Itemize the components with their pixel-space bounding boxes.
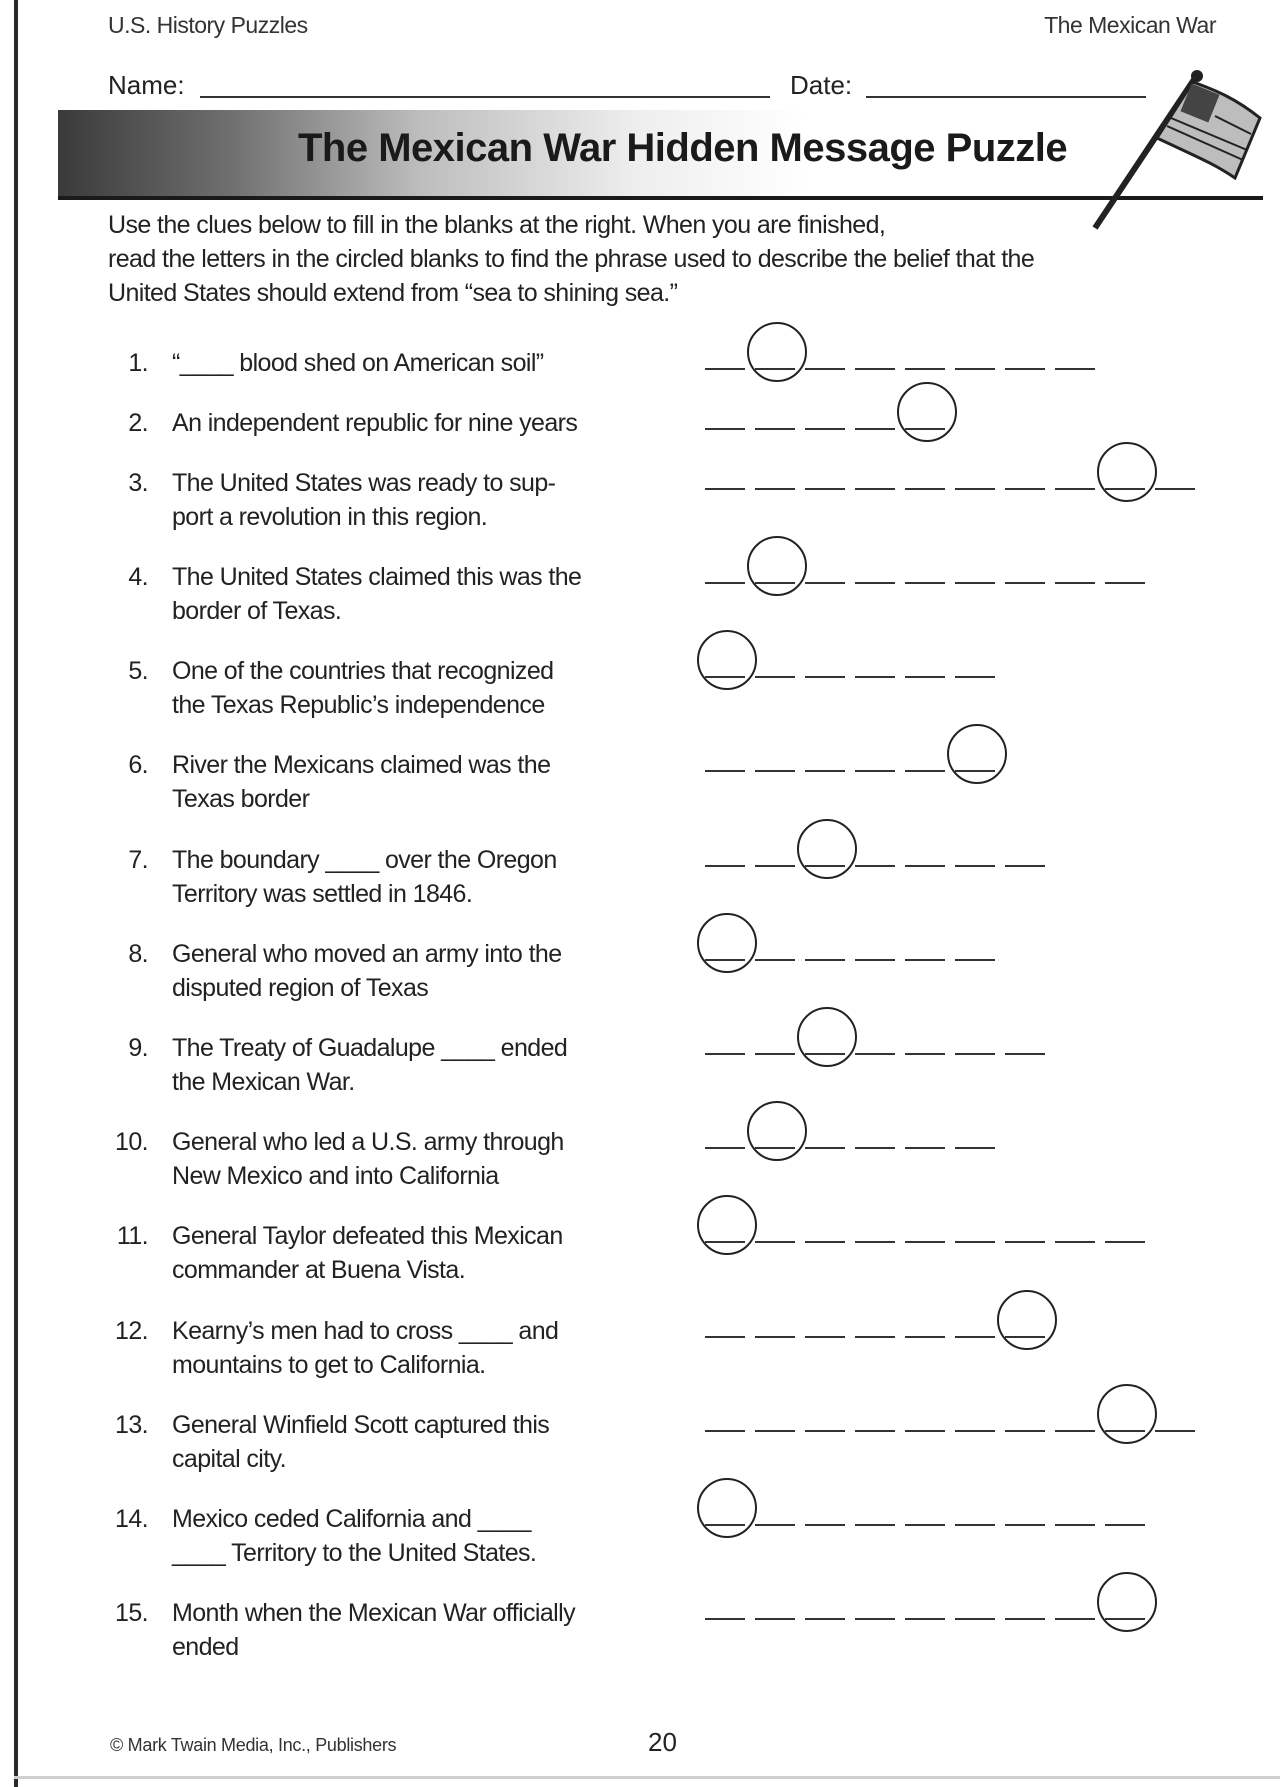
answer-blanks[interactable] <box>705 1276 1225 1356</box>
hidden-letter-circle <box>997 1290 1057 1350</box>
answer-blanks[interactable] <box>705 1370 1225 1450</box>
letter-blank[interactable] <box>905 1053 945 1055</box>
letter-blank[interactable] <box>855 959 895 961</box>
letter-blank[interactable] <box>805 1147 845 1149</box>
clue-line: The United States was ready to sup- <box>172 469 556 497</box>
clue-text <box>172 1314 760 1382</box>
letter-blank[interactable] <box>955 676 995 678</box>
letter-blank[interactable] <box>755 1524 795 1526</box>
letter-blank[interactable] <box>905 770 945 772</box>
letter-blank[interactable] <box>855 1241 895 1243</box>
clue-line: Territory was settled in 1846. <box>172 880 473 908</box>
letter-blank[interactable] <box>805 1430 845 1432</box>
clue-text <box>172 937 760 1005</box>
letter-blank[interactable] <box>855 770 895 772</box>
hidden-letter-circle <box>797 1007 857 1067</box>
letter-blank[interactable] <box>1005 1618 1045 1620</box>
instructions <box>108 208 1228 310</box>
letter-blank[interactable] <box>905 582 945 584</box>
letter-blank[interactable] <box>855 865 895 867</box>
letter-blank[interactable] <box>955 582 995 584</box>
letter-blank[interactable] <box>1055 1241 1095 1243</box>
letter-blank[interactable] <box>1055 1524 1095 1526</box>
letter-blank[interactable] <box>905 1147 945 1149</box>
clue-number: 1. <box>128 349 148 377</box>
letter-blank[interactable] <box>905 1524 945 1526</box>
answer-blanks[interactable] <box>705 1464 1225 1544</box>
clue-number: 15. <box>115 1599 148 1627</box>
letter-blank[interactable] <box>905 865 945 867</box>
letter-blank[interactable] <box>855 1618 895 1620</box>
letter-blank[interactable] <box>805 582 845 584</box>
letter-blank[interactable] <box>705 1053 745 1055</box>
letter-blank[interactable] <box>1105 1524 1145 1526</box>
letter-blank[interactable] <box>805 1618 845 1620</box>
hidden-letter-circle <box>697 1478 757 1538</box>
name-label: Name: <box>108 70 185 100</box>
letter-blank[interactable] <box>705 770 745 772</box>
clue-text <box>172 654 760 722</box>
clue-number: 12. <box>115 1317 148 1345</box>
letter-blank[interactable] <box>955 488 995 490</box>
letter-blank[interactable] <box>1105 582 1145 584</box>
letter-blank[interactable] <box>855 1430 895 1432</box>
letter-blank[interactable] <box>855 1336 895 1338</box>
clue-line: An independent republic for nine years <box>172 409 578 437</box>
letter-blank[interactable] <box>855 1147 895 1149</box>
clue-line: the Texas Republic’s independence <box>172 691 545 719</box>
clue-number: 2. <box>128 409 148 437</box>
clue-number: 7. <box>128 846 148 874</box>
answer-blanks[interactable] <box>705 993 1225 1073</box>
clue-number: 13. <box>115 1411 148 1439</box>
letter-blank[interactable] <box>705 1618 745 1620</box>
letter-blank[interactable] <box>905 488 945 490</box>
letter-blank[interactable] <box>905 1241 945 1243</box>
clue-text <box>172 1125 760 1193</box>
publisher-credit: © Mark Twain Media, Inc., Publishers <box>110 1735 397 1755</box>
clue-line: General Taylor defeated this Mexican <box>172 1222 563 1250</box>
hidden-letter-circle <box>1097 1384 1157 1444</box>
hidden-letter-circle <box>1097 442 1157 502</box>
clue-line: General who moved an army into the <box>172 940 562 968</box>
letter-blank[interactable] <box>1105 1241 1145 1243</box>
title-banner <box>58 110 1263 200</box>
letter-blank[interactable] <box>755 488 795 490</box>
clue-line: disputed region of Texas <box>172 974 429 1002</box>
letter-blank[interactable] <box>1055 1618 1095 1620</box>
clue-text <box>172 1596 760 1664</box>
hidden-letter-circle <box>947 724 1007 784</box>
letter-blank[interactable] <box>705 1430 745 1432</box>
clue-line: Kearny’s men had to cross ____ and <box>172 1317 559 1345</box>
letter-blank[interactable] <box>905 1618 945 1620</box>
letter-blank[interactable] <box>855 488 895 490</box>
letter-blank[interactable] <box>955 865 995 867</box>
answer-blanks[interactable] <box>705 428 1225 508</box>
letter-blank[interactable] <box>755 1053 795 1055</box>
hidden-letter-circle <box>697 1195 757 1255</box>
letter-blank[interactable] <box>805 959 845 961</box>
letter-blank[interactable] <box>1055 582 1095 584</box>
clue-line: ____ Territory to the United States. <box>172 1539 537 1567</box>
name-field[interactable] <box>200 96 770 98</box>
letter-blank[interactable] <box>805 1336 845 1338</box>
letter-blank[interactable] <box>1005 1524 1045 1526</box>
clue-text <box>172 346 760 380</box>
clue-text <box>172 1408 760 1476</box>
answer-blanks[interactable] <box>705 522 1225 602</box>
letter-blank[interactable] <box>805 770 845 772</box>
hidden-letter-circle <box>747 536 807 596</box>
answer-blanks[interactable] <box>705 1087 1225 1167</box>
clue-number: 4. <box>128 563 148 591</box>
letter-blank[interactable] <box>1055 1430 1095 1432</box>
unit-title: The Mexican War <box>1044 12 1216 38</box>
letter-blank[interactable] <box>1005 865 1045 867</box>
clue-number: 6. <box>128 751 148 779</box>
clue-line: The United States claimed this was the <box>172 563 582 591</box>
clue-number: 14. <box>115 1505 148 1533</box>
letter-blank[interactable] <box>905 1430 945 1432</box>
letter-blank[interactable] <box>755 1241 795 1243</box>
clue-line: “____ blood shed on American soil” <box>172 349 544 377</box>
letter-blank[interactable] <box>755 1430 795 1432</box>
letter-blank[interactable] <box>1005 1430 1045 1432</box>
clue-line: port a revolution in this region. <box>172 503 488 531</box>
letter-blank[interactable] <box>705 865 745 867</box>
clue-text <box>172 748 760 816</box>
hidden-letter-circle <box>1097 1572 1157 1632</box>
clue-line: General Winfield Scott captured this <box>172 1411 550 1439</box>
page-border <box>14 0 18 1787</box>
hidden-letter-circle <box>697 630 757 690</box>
clue-text <box>172 1502 760 1570</box>
letter-blank[interactable] <box>955 1147 995 1149</box>
clue-number: 5. <box>128 657 148 685</box>
hidden-letter-circle <box>797 819 857 879</box>
page-number: 20 <box>648 1727 677 1757</box>
letter-blank[interactable] <box>755 1336 795 1338</box>
clue-text <box>172 466 760 534</box>
answer-blanks[interactable] <box>705 805 1225 885</box>
answer-blanks[interactable] <box>705 1181 1225 1261</box>
letter-blank[interactable] <box>755 676 795 678</box>
clue-text <box>172 406 760 440</box>
letter-blank[interactable] <box>705 488 745 490</box>
clue-text <box>172 1031 760 1099</box>
letter-blank[interactable] <box>855 676 895 678</box>
clue-line: the Mexican War. <box>172 1068 355 1096</box>
clue-line: Mexico ceded California and ____ <box>172 1505 531 1533</box>
letter-blank[interactable] <box>805 488 845 490</box>
letter-blank[interactable] <box>755 959 795 961</box>
letter-blank[interactable] <box>1005 488 1045 490</box>
clue-line: New Mexico and into California <box>172 1162 499 1190</box>
letter-blank[interactable] <box>805 1524 845 1526</box>
letter-blank[interactable] <box>905 676 945 678</box>
letter-blank[interactable] <box>755 865 795 867</box>
clue-line: One of the countries that recognized <box>172 657 554 685</box>
letter-blank[interactable] <box>1005 582 1045 584</box>
clue-line: General who led a U.S. army through <box>172 1128 564 1156</box>
answer-blanks[interactable] <box>705 1558 1225 1638</box>
clue-number: 3. <box>128 469 148 497</box>
letter-blank[interactable] <box>855 1524 895 1526</box>
letter-blank[interactable] <box>1155 488 1195 490</box>
clue-line: mountains to get to California. <box>172 1351 486 1379</box>
letter-blank[interactable] <box>1005 1241 1045 1243</box>
clue-line: capital city. <box>172 1445 287 1473</box>
letter-blank[interactable] <box>955 1053 995 1055</box>
letter-blank[interactable] <box>955 959 995 961</box>
instruction-line: United States should extend from “sea to shining sea.” <box>108 279 678 307</box>
clue-line: ended <box>172 1633 239 1661</box>
clue-line: border of Texas. <box>172 597 342 625</box>
clue-number: 10. <box>115 1128 148 1156</box>
series-title: U.S. History Puzzles <box>108 12 308 38</box>
letter-blank[interactable] <box>805 676 845 678</box>
letter-blank[interactable] <box>955 1430 995 1432</box>
letter-blank[interactable] <box>905 1336 945 1338</box>
answer-blanks[interactable] <box>705 710 1225 790</box>
letter-blank[interactable] <box>955 1618 995 1620</box>
clue-text <box>172 1219 760 1287</box>
clue-line: River the Mexicans claimed was the <box>172 751 551 779</box>
letter-blank[interactable] <box>705 1336 745 1338</box>
clue-number: 11. <box>116 1222 148 1250</box>
letter-blank[interactable] <box>1155 1430 1195 1432</box>
clue-text <box>172 843 760 911</box>
letter-blank[interactable] <box>805 1241 845 1243</box>
letter-blank[interactable] <box>955 1524 995 1526</box>
instruction-line: Use the clues below to fill in the blanks at the right. When you are finished, <box>108 211 886 239</box>
clue-line: Month when the Mexican War officially <box>172 1599 575 1627</box>
letter-blank[interactable] <box>955 1336 995 1338</box>
page-title: The Mexican War Hidden Message Puzzle <box>298 126 1068 170</box>
letter-blank[interactable] <box>755 1618 795 1620</box>
clue-text <box>172 560 760 628</box>
clue-line: The Treaty of Guadalupe ____ ended <box>172 1034 568 1062</box>
answer-blanks[interactable] <box>705 899 1225 979</box>
hidden-letter-circle <box>697 913 757 973</box>
letter-blank[interactable] <box>1055 488 1095 490</box>
letter-blank[interactable] <box>905 959 945 961</box>
page-border-bottom <box>14 1776 1280 1779</box>
letter-blank[interactable] <box>1005 1053 1045 1055</box>
instruction-line: read the letters in the circled blanks to find the phrase used to describe the belief that the <box>108 245 1035 273</box>
clue-line: The boundary ____ over the Oregon <box>172 846 557 874</box>
clue-line: commander at Buena Vista. <box>172 1256 466 1284</box>
date-label: Date: <box>790 70 853 100</box>
letter-blank[interactable] <box>855 582 895 584</box>
letter-blank[interactable] <box>855 1053 895 1055</box>
letter-blank[interactable] <box>755 770 795 772</box>
hidden-letter-circle <box>747 1101 807 1161</box>
clue-line: Texas border <box>172 785 310 813</box>
letter-blank[interactable] <box>955 1241 995 1243</box>
clue-number: 8. <box>128 940 148 968</box>
letter-blank[interactable] <box>705 1147 745 1149</box>
answer-blanks[interactable] <box>705 616 1225 696</box>
clue-number: 9. <box>128 1034 148 1062</box>
letter-blank[interactable] <box>705 582 745 584</box>
